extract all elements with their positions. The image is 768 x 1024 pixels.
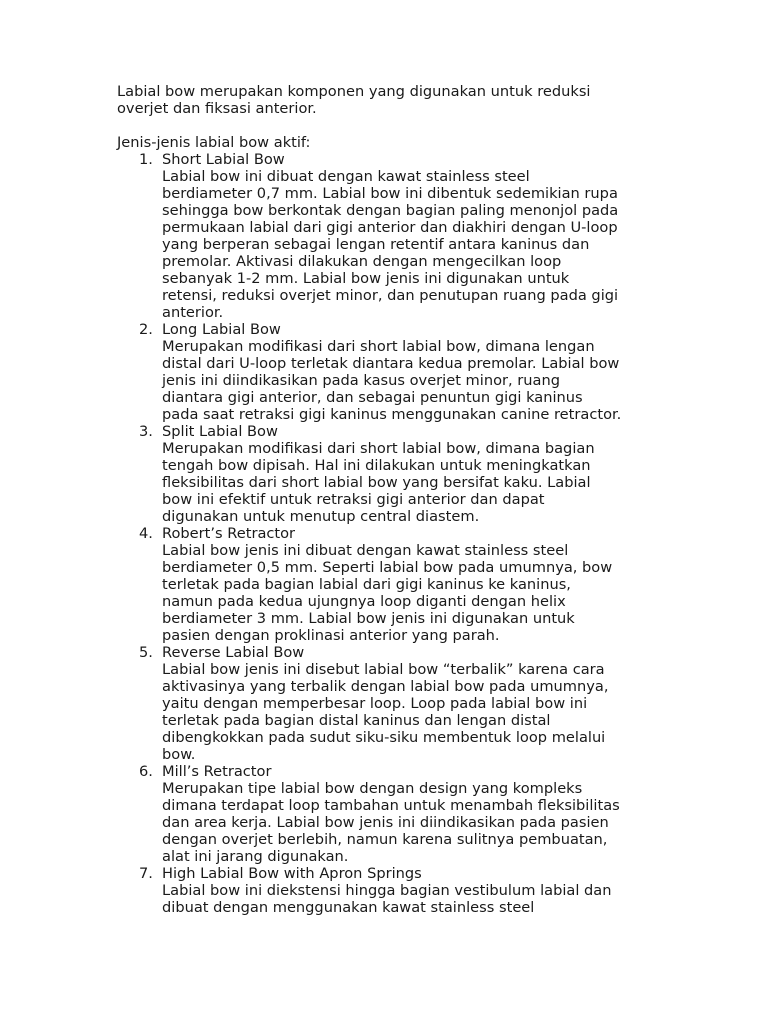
list-item — [117, 525, 657, 644]
list-item-number: 3. — [139, 423, 153, 440]
list-item-number: 7. — [139, 865, 153, 882]
list-item-number: 1. — [139, 151, 153, 168]
list-item-number: 2. — [139, 321, 153, 338]
labial-bow-list — [117, 151, 657, 916]
list-item-title: Long Labial Bow — [162, 321, 281, 338]
paragraph-spacer — [117, 117, 657, 134]
list-item-body: Labial bow jenis ini disebut labial bow “terbalik” karena cara aktivasinya yang terbalik dengan labial bow pada umumnya, yaitu dengan memperbesar loop. Loop pada labial bow ini terletak pada bagian distal kaninus dan lengan distal dibengkokkan pada sudut siku-siku membentuk loop melalui bow. — [162, 661, 609, 763]
list-item-body: Labial bow ini dibuat dengan kawat stainless steel berdiameter 0,7 mm. Labial bow ini dibentuk sedemikian rupa sehingga bow berkontak dengan bagian paling menonjol pada permukaan labial dari gigi anterior dan diakhiri dengan U-loop yang berperan sebagai lengan retentif antara kaninus dan premolar. Aktivasi dilakukan dengan mengecilkan loop sebanyak 1-2 mm. Labial bow jenis ini digunakan untuk retensi, reduksi overjet minor, dan penutupan ruang pada gigi anterior. — [162, 168, 619, 321]
list-item-body: Merupakan modifikasi dari short labial bow, dimana bagian tengah bow dipisah. Hal ini dilakukan untuk meningkatkan fleksibilitas dari short labial bow yang bersifat kaku. Labial bow ini efektif untuk retraksi gigi anterior dan dapat digunakan untuk menutup central diastem. — [162, 440, 595, 525]
list-item-body: Merupakan tipe labial bow dengan design yang kompleks dimana terdapat loop tambahan untuk menambah fleksibilitas dan area kerja. Labial bow jenis ini diindikasikan pada pasien dengan overjet berlebih, namun karena sulitnya pembuatan, alat ini jarang digunakan. — [162, 780, 620, 865]
list-item — [117, 423, 657, 525]
list-item — [117, 644, 657, 763]
list-item — [117, 763, 657, 865]
list-item — [117, 865, 657, 916]
list-item-title: Reverse Labial Bow — [162, 644, 305, 661]
list-item-title: Short Labial Bow — [162, 151, 285, 168]
list-item-number: 5. — [139, 644, 153, 661]
list-item — [117, 321, 657, 423]
list-item-body: Labial bow jenis ini dibuat dengan kawat stainless steel berdiameter 0,5 mm. Seperti labial bow pada umumnya, bow terletak pada bagian labial dari gigi kaninus ke kaninus, namun pada kedua ujungnya loop diganti dengan helix berdiameter 3 mm. Labial bow jenis ini digunakan untuk pasien dengan proklinasi anterior yang parah. — [162, 542, 613, 644]
list-item-title: High Labial Bow with Apron Springs — [162, 865, 422, 882]
list-item-title: Mill’s Retractor — [162, 763, 272, 780]
list-item-number: 6. — [139, 763, 153, 780]
list-item-body: Merupakan modifikasi dari short labial bow, dimana lengan distal dari U-loop terletak diantara kedua premolar. Labial bow jenis ini diindikasikan pada kasus overjet minor, ruang diantara gigi anterior, dan sebagai penuntun gigi kaninus pada saat retraksi gigi kaninus menggunakan canine retractor. — [162, 338, 622, 423]
list-heading: Jenis-jenis labial bow aktif: — [117, 134, 311, 151]
list-item-number: 4. — [139, 525, 153, 542]
list-item-title: Split Labial Bow — [162, 423, 278, 440]
list-item-title: Robert’s Retractor — [162, 525, 296, 542]
intro-paragraph: Labial bow merupakan komponen yang digunakan untuk reduksi overjet dan fiksasi anterior. — [117, 83, 591, 117]
list-item-body: Labial bow ini diekstensi hingga bagian vestibulum labial dan dibuat dengan menggunakan kawat stainless steel — [162, 882, 612, 916]
document-page — [117, 83, 657, 916]
list-item — [117, 151, 657, 321]
